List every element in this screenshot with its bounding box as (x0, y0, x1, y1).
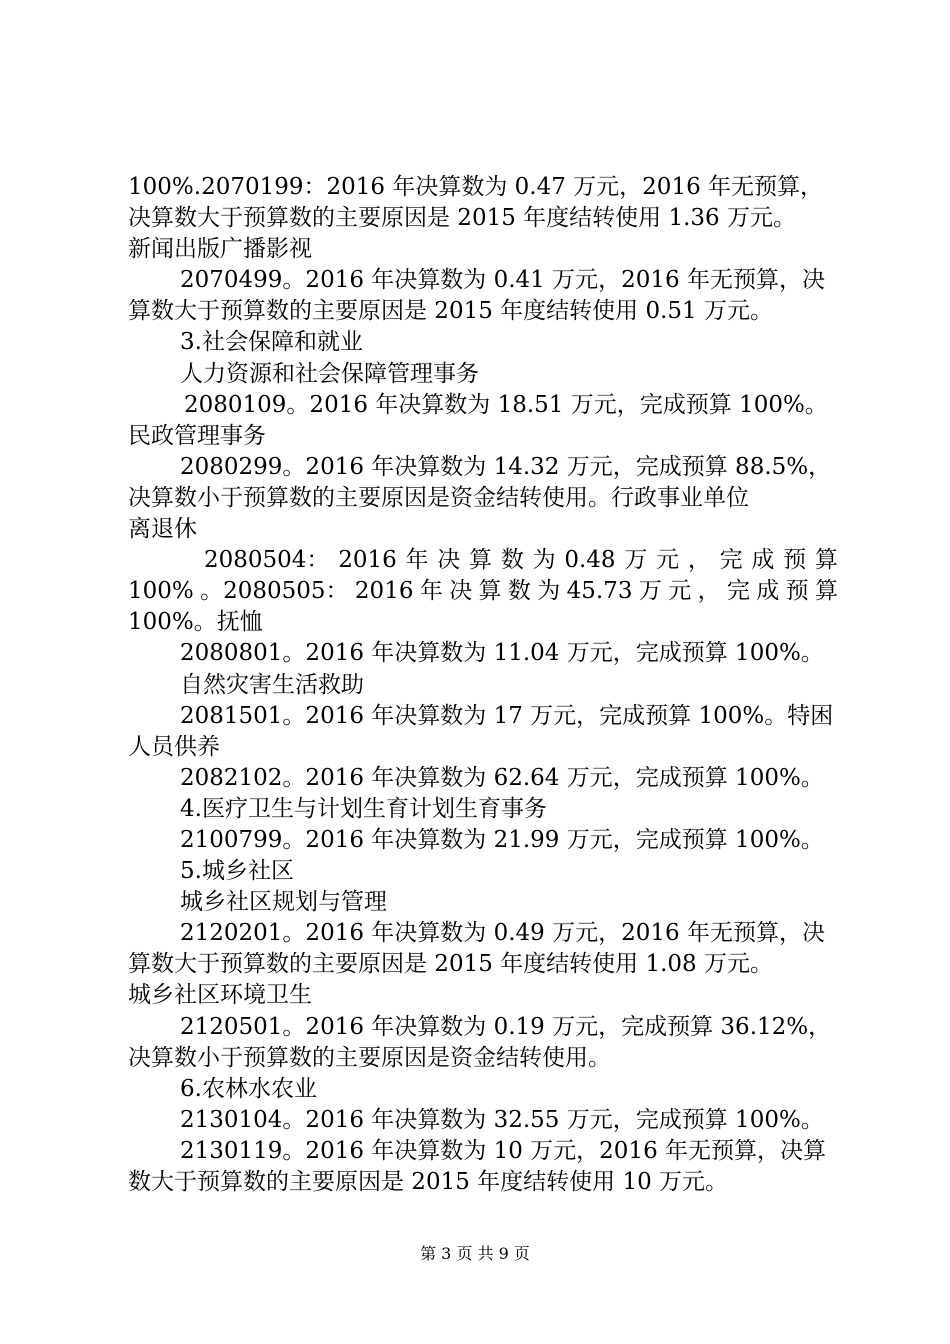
justified-word: 为 (537, 578, 561, 605)
justified-word: 为 (532, 547, 556, 574)
text-line: 2130119。2016 年决算数为 10 万元，2016 年无预算，决算 (180, 1137, 827, 1164)
justified-word: 。2080505： (200, 578, 349, 605)
justified-word: 元 (668, 578, 692, 605)
justified-line (128, 545, 838, 576)
justified-word: 算 (814, 547, 838, 574)
justified-word: 元 (656, 547, 680, 574)
justified-word: 预 (785, 578, 809, 605)
justified-word: 万 (638, 578, 662, 605)
text-line: 离退休 (128, 516, 197, 543)
text-line: 2070499。2016 年决算数为 0.41 万元，2016 年无预算，决 (180, 267, 825, 294)
justified-word: 年 (405, 547, 429, 574)
justified-word: 成 (756, 578, 780, 605)
justified-word: 算 (469, 547, 493, 574)
justified-word: ， (687, 547, 711, 574)
justified-word: ， (697, 578, 721, 605)
text-line: 2081501。2016 年决算数为 17 万元，完成预算 100%。特困 (180, 702, 834, 729)
text-line: 2120501。2016 年决算数为 0.19 万元，完成预算 36.12%， (180, 1013, 832, 1040)
justified-word: 决 (437, 547, 461, 574)
section-heading: 3.社会保障和就业 (180, 329, 363, 356)
text-line: 人员供养 (128, 733, 220, 760)
justified-word: 2016 (354, 578, 414, 605)
text-line: 2130104。2016 年决算数为 32.55 万元，完成预算 100%。 (180, 1106, 824, 1133)
text-line: 100%.2070199：2016 年决算数为 0.47 万元，2016 年无预算， (128, 174, 824, 200)
document-body (128, 172, 838, 1198)
text-line: 100%。抚恤 (128, 609, 263, 636)
subsection-heading: 城乡社区规划与管理 (180, 889, 387, 916)
text-line: 决算数大于预算数的主要原因是 2015 年度结转使用 1.36 万元。 (128, 205, 796, 232)
text-line: 算数大于预算数的主要原因是 2015 年度结转使用 1.08 万元。 (128, 951, 773, 978)
section-heading: 5.城乡社区 (180, 858, 294, 885)
justified-word: 0.48 (564, 547, 616, 574)
section-heading: 6.农林水农业 (180, 1075, 317, 1102)
subsection-heading: 自然灾害生活救助 (180, 671, 364, 698)
justified-word: 100% (128, 578, 194, 605)
text-line: 算数大于预算数的主要原因是 2015 年度结转使用 0.51 万元。 (128, 298, 773, 325)
justified-word: 年 (419, 578, 443, 605)
text-line: 2080109。2016 年决算数为 18.51 万元，完成预算 100%。 (184, 391, 828, 418)
text-line: 决算数小于预算数的主要原因是资金结转使用。行政事业单位 (128, 484, 749, 511)
text-line: 决算数小于预算数的主要原因是资金结转使用。 (128, 1044, 611, 1071)
justified-word: 算 (815, 578, 838, 605)
justified-word: 数 (507, 578, 531, 605)
justified-word: 万 (624, 547, 648, 574)
subsection-heading: 人力资源和社会保障管理事务 (180, 360, 479, 387)
text-line: 新闻出版广播影视 (128, 236, 312, 263)
text-line: 2120201。2016 年决算数为 0.49 万元，2016 年无预算，决 (180, 920, 825, 947)
justified-word: 成 (751, 547, 775, 574)
text-line: 数大于预算数的主要原因是 2015 年度结转使用 10 万元。 (128, 1169, 729, 1195)
text-line: 2100799。2016 年决算数为 21.99 万元，完成预算 100%。 (180, 826, 824, 853)
justified-line (128, 576, 838, 607)
text-line: 城乡社区环境卫生 (128, 982, 312, 1009)
text-line: 民政管理事务 (128, 422, 266, 449)
justified-word: 完 (719, 547, 743, 574)
justified-word: 2080504： (204, 547, 330, 574)
section-heading: 4.医疗卫生与计划生育计划生育事务 (180, 795, 547, 822)
justified-word: 预 (783, 547, 807, 574)
text-line: 2082102。2016 年决算数为 62.64 万元，完成预算 100%。 (180, 764, 824, 791)
justified-word: 2016 (338, 547, 397, 574)
justified-word: 数 (500, 547, 524, 574)
justified-word: 决 (449, 578, 473, 605)
text-line: 2080299。2016 年决算数为 14.32 万元，完成预算 88.5%， (180, 453, 832, 480)
justified-word: 算 (478, 578, 502, 605)
justified-word: 完 (726, 578, 750, 605)
page-number-footer: 第 3 页 共 9 页 (420, 1244, 530, 1263)
justified-word: 45.73 (566, 578, 633, 605)
text-line: 2080801。2016 年决算数为 11.04 万元，完成预算 100%。 (180, 640, 824, 667)
